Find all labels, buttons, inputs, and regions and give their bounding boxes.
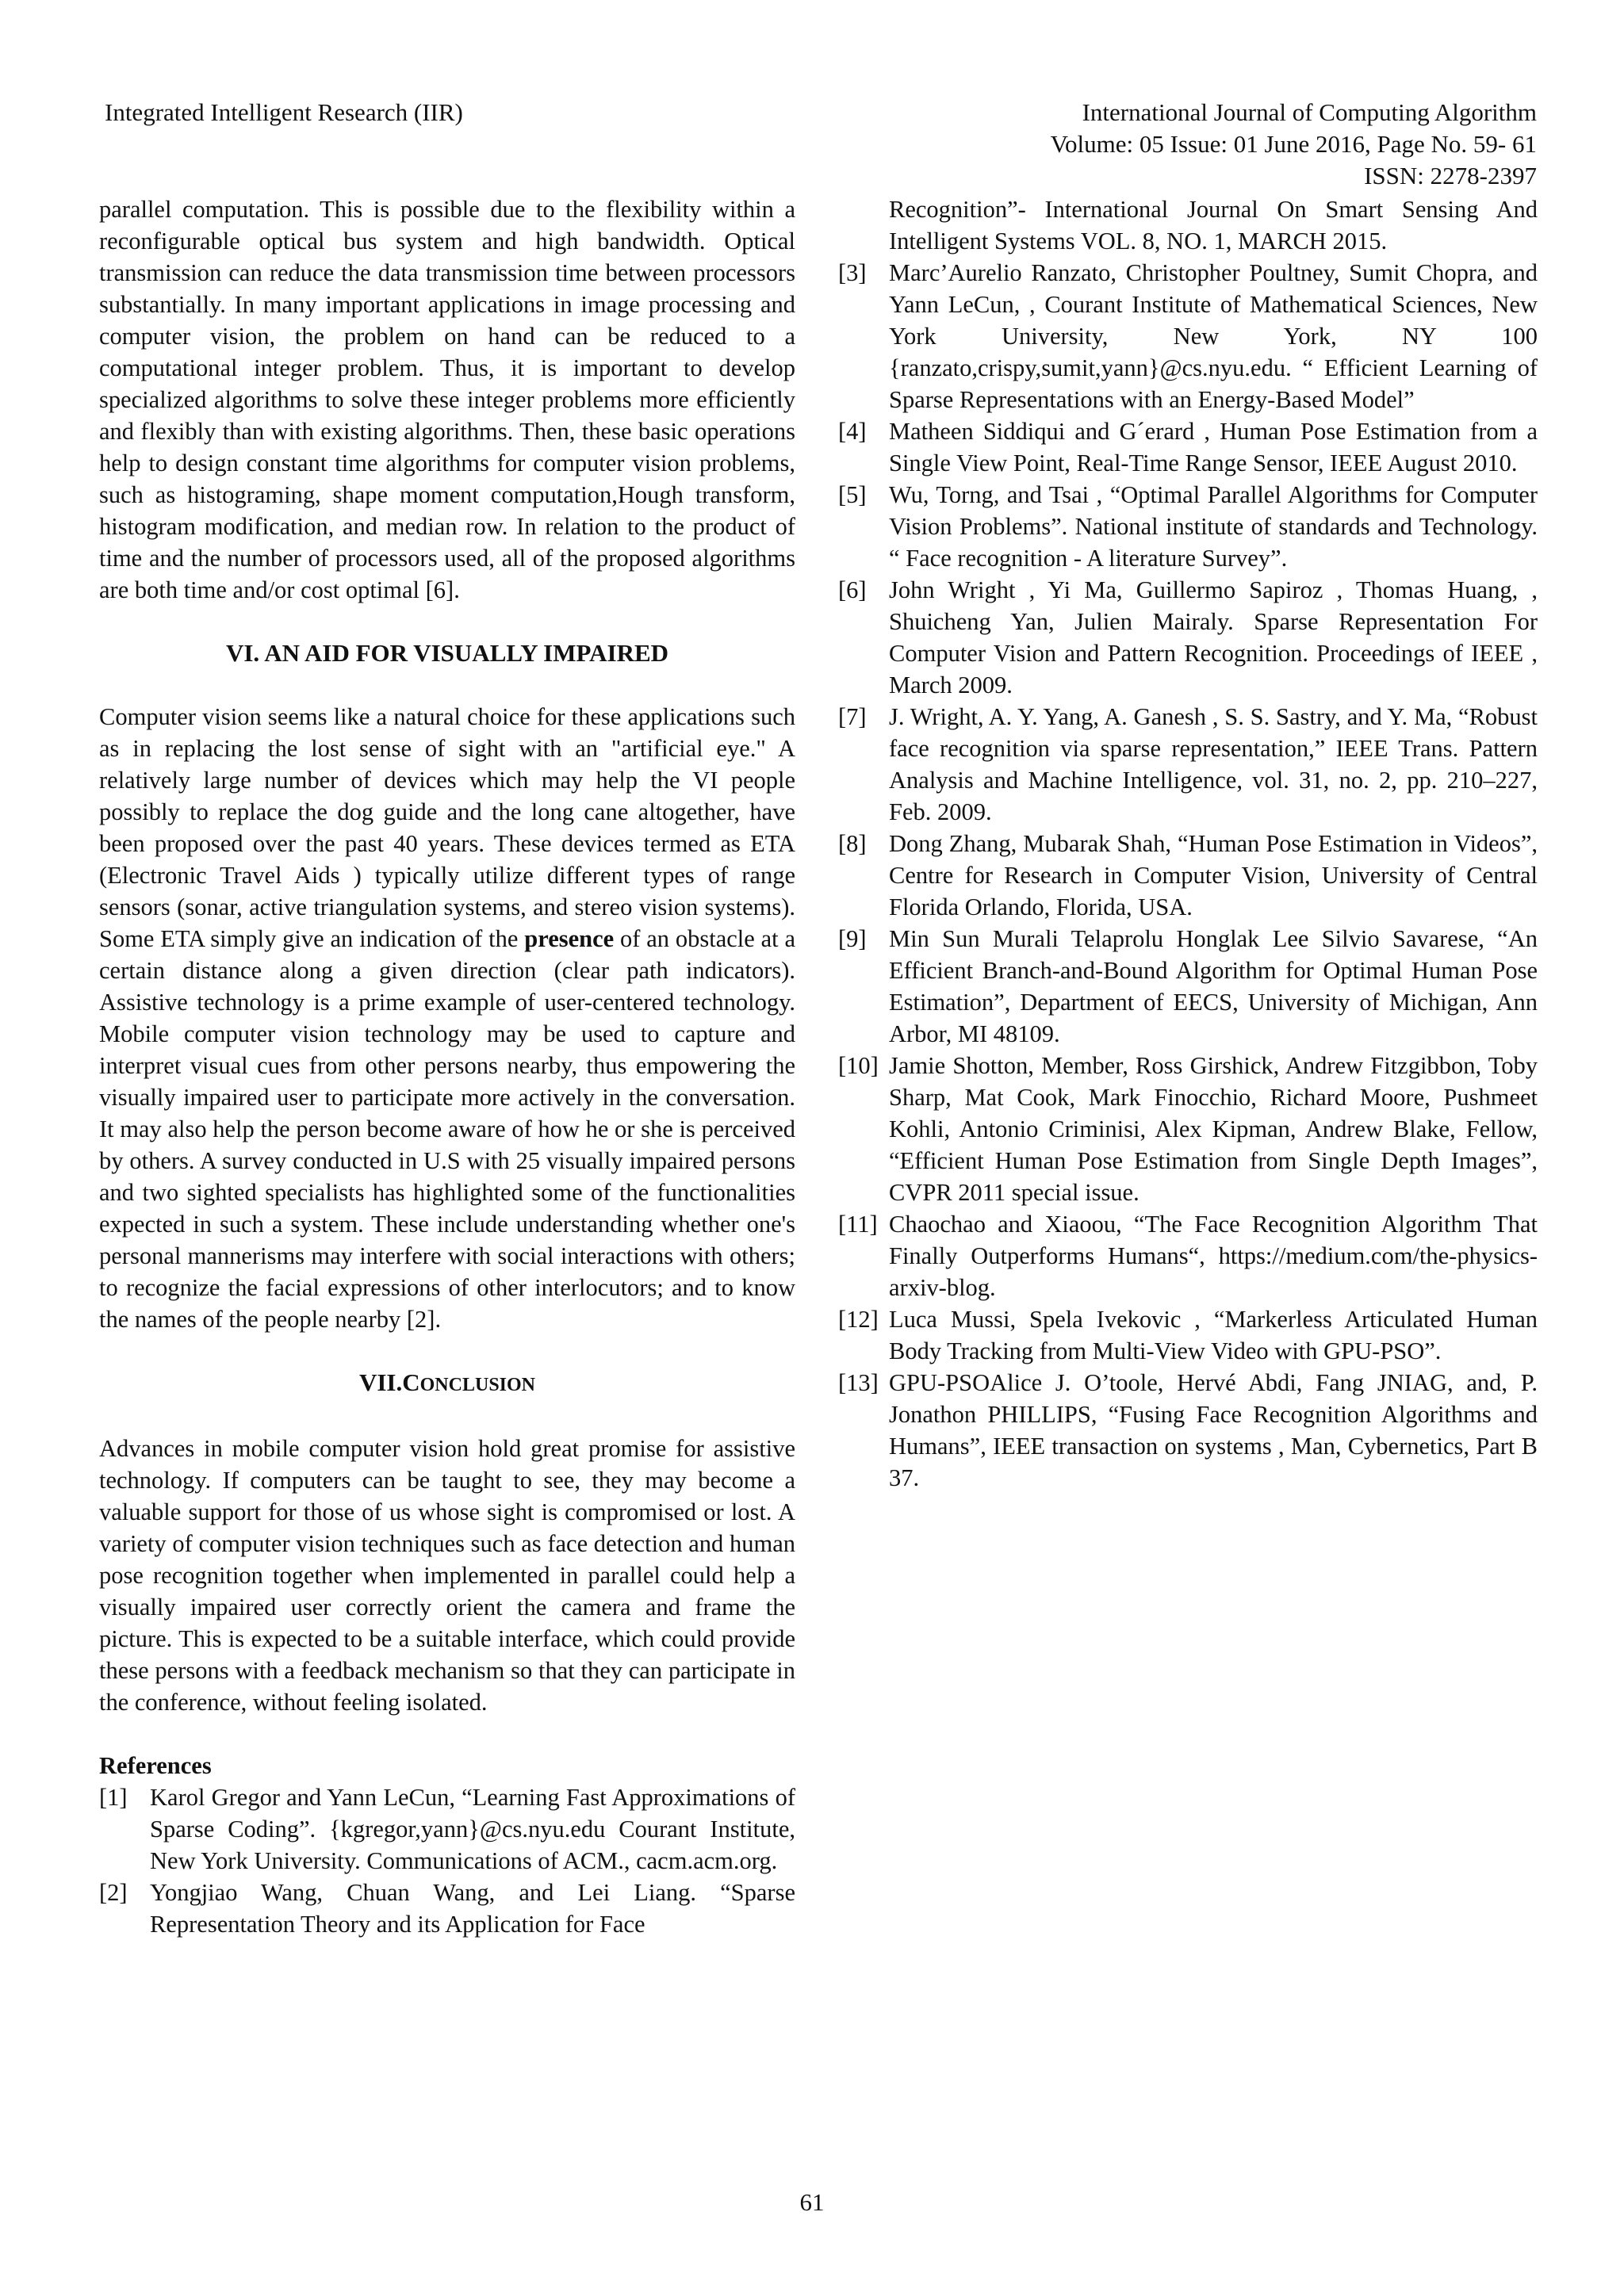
section-7-heading bbox=[99, 1367, 795, 1401]
reference-number: [5] bbox=[838, 481, 867, 508]
page-number: 61 bbox=[799, 2188, 825, 2216]
reference-item bbox=[838, 828, 1538, 923]
journal-issn: ISSN: 2278-2397 bbox=[1364, 162, 1537, 189]
reference-number: [11] bbox=[838, 1211, 878, 1238]
reference-item bbox=[838, 415, 1538, 479]
reference-text: Jamie Shotton, Member, Ross Girshick, Andrew Fitzgibbon, Toby Sharp, Mat Cook, Mark Finocchio, Richard Moore, Pushmeet Kohli, Antonio Criminisi, Alex Kipman, Andrew Blake, Fellow, “Efficient Human Pose Estimation from Single Depth Images”, CVPR 2011 special issue. bbox=[889, 1052, 1538, 1206]
journal-title: International Journal of Computing Algorithm bbox=[1082, 98, 1537, 126]
reference-text: Min Sun Murali Telaprolu Honglak Lee Silvio Savarese, “An Efficient Branch-and-Bound Algorithm for Optimal Human Pose Estimation”, Department of EECS, University of Michigan, Ann Arbor, MI 48109. bbox=[889, 925, 1538, 1047]
conclusion-paragraph: Advances in mobile computer vision hold great promise for assistive technology. If computers can be taught to see, they may become a valuable support for those of us whose sight is compromised or lost. A variety of computer vision techniques such as face detection and human pose recognition together when implemented in parallel could help a visually impaired user correctly orient the camera and frame the picture. This is expected to be a suitable interface, which could provide these persons with a feedback mechanism so that they can participate in the conference, without feeling isolated. bbox=[99, 1435, 795, 1716]
running-header-left: Integrated Intelligent Research (IIR) bbox=[105, 98, 463, 126]
reference-item bbox=[838, 1367, 1538, 1494]
reference-item bbox=[838, 479, 1538, 574]
reference-text: J. Wright, A. Y. Yang, A. Ganesh , S. S. Sastry, and Y. Ma, “Robust face recognition via sparse representation,” IEEE Trans. Pattern Analysis and Machine Intelligence, vol. 31, no. 2, pp. 210–227, Feb. 2009. bbox=[889, 703, 1538, 825]
section-7-smallcaps: ONCLUSION bbox=[419, 1375, 535, 1395]
reference-number: [9] bbox=[838, 925, 867, 952]
reference-text: Chaochao and Xiaoou, “The Face Recognition Algorithm That Finally Outperforms Humans“, https://medium.com/the-physics-arxiv-blog. bbox=[889, 1211, 1538, 1301]
left-column bbox=[99, 193, 795, 1940]
reference-list bbox=[838, 257, 1538, 1494]
reference-item bbox=[99, 1877, 795, 1940]
reference-number: [3] bbox=[838, 259, 867, 286]
section-6-text-b: of an obstacle at a certain distance along a given direction (clear path indicators). Assistive technology is a prime example of user-centered technology. Mobile computer vision technology may be used to capture and interpret visual cues from other persons nearby, thus empowering the visually impaired user to participate more actively in the conversation. It may also help the person become aware of how he or she is perceived by others. A survey conducted in U.S with 25 visually impaired persons and two sighted specialists has highlighted some of the functionalities expected in such a system. These include understanding whether one's personal mannerisms may interfere with social interactions with others; to recognize the facial expressions of other interlocutors; and to know the names of the people nearby [2]. bbox=[99, 925, 795, 1333]
reference-number: [1] bbox=[99, 1784, 128, 1811]
reference-item bbox=[838, 1050, 1538, 1208]
reference-text: Karol Gregor and Yann LeCun, “Learning Fast Approximations of Sparse Coding”. {kgregor,yann}@cs.nyu.edu Courant Institute, New York University. Communications of ACM., cacm.acm.org. bbox=[150, 1784, 795, 1874]
reference-number: [2] bbox=[99, 1879, 128, 1906]
section-6-heading: VI. AN AID FOR VISUALLY IMPAIRED bbox=[225, 639, 669, 667]
reference-item bbox=[838, 574, 1538, 701]
section-6-text-a: Computer vision seems like a natural choice for these applications such as in replacing the lost sense of sight with an "artificial eye." A relatively large number of devices which may help the VI people possibly to replace the dog guide and the long cane altogether, have been proposed over the past 40 years. These devices termed as ETA (Electronic Travel Aids ) typically utilize different types of range sensors (sonar, active triangulation systems, and stereo vision systems). Some ETA simply give an indication of the bbox=[99, 703, 795, 952]
reference-number: [12] bbox=[838, 1306, 879, 1333]
reference-text: GPU-PSOAlice J. O’toole, Hervé Abdi, Fang JNIAG, and, P. Jonathon PHILLIPS, “Fusing Face Recognition Algorithms and Humans”, IEEE transaction on systems , Man, Cybernetics, Part B 37. bbox=[889, 1369, 1538, 1491]
section-6-paragraph bbox=[99, 701, 795, 1335]
reference-number: [13] bbox=[838, 1369, 879, 1396]
reference-text: John Wright , Yi Ma, Guillermo Sapiroz , Thomas Huang, , Shuicheng Yan, Julien Mairaly. Sparse Representation For Computer Vision and Pattern Recognition. Proceedings of IEEE , March 2009. bbox=[889, 576, 1538, 698]
reference-item bbox=[838, 1303, 1538, 1367]
intro-paragraph: parallel computation. This is possible due to the flexibility within a reconfigurable optical bus system and high bandwidth. Optical transmission can reduce the data transmission time between processors substantially. In many important applications in image processing and computer vision, the problem on hand can be reduced to a computational integer problem. Thus, it is important to develop specialized algorithms to solve these integer problems more efficiently and flexibly than with existing algorithms. Then, these basic operations help to design constant time algorithms for computer vision problems, such as histograming, shape moment computation,Hough transform, histogram modification, and median row. In relation to the product of time and the number of processors used, all of the proposed algorithms are both time and/or cost optimal [6]. bbox=[99, 196, 795, 603]
running-header-right bbox=[823, 97, 1537, 192]
reference-text: Luca Mussi, Spela Ivekovic , “Markerless Articulated Human Body Tracking from Multi-View Video with GPU-PSO”. bbox=[889, 1306, 1538, 1364]
reference-number: [6] bbox=[838, 576, 867, 603]
reference-text: Dong Zhang, Mubarak Shah, “Human Pose Estimation in Videos”, Centre for Research in Computer Vision, University of Central Florida Orlando, Florida, USA. bbox=[889, 830, 1538, 920]
references-heading: References bbox=[99, 1752, 212, 1779]
reference-number: [4] bbox=[838, 418, 867, 445]
reference-text: Yongjiao Wang, Chuan Wang, and Lei Liang. “Sparse Representation Theory and its Application for Face bbox=[150, 1879, 795, 1938]
journal-volume: Volume: 05 Issue: 01 June 2016, Page No. 59- 61 bbox=[1050, 130, 1537, 158]
reference-number: [7] bbox=[838, 703, 867, 730]
reference-text: Marc’Aurelio Ranzato, Christopher Poultney, Sumit Chopra, and Yann LeCun, , Courant Institute of Mathematical Sciences, New York University, New York, NY 100 {ranzato,crispy,sumit,yann}@cs.nyu.edu. “ Efficient Learning of Sparse Representations with an Energy-Based Model” bbox=[889, 259, 1538, 413]
reference-item bbox=[838, 701, 1538, 828]
section-6-bold-word: presence bbox=[524, 925, 615, 952]
reference-item bbox=[99, 1781, 795, 1877]
section-7-initial: C bbox=[402, 1368, 420, 1396]
reference-number: [10] bbox=[838, 1052, 879, 1079]
reference-text: Matheen Siddiqui and G´erard , Human Pose Estimation from a Single View Point, Real-Time Range Sensor, IEEE August 2010. bbox=[889, 418, 1538, 476]
reference-item bbox=[838, 923, 1538, 1050]
reference-text: Wu, Torng, and Tsai , “Optimal Parallel Algorithms for Computer Vision Problems”. National institute of standards and Technology. “ Face recognition - A literature Survey”. bbox=[889, 481, 1538, 572]
reference-item bbox=[838, 1208, 1538, 1303]
section-7-number: VII. bbox=[358, 1368, 403, 1396]
reference-number: [8] bbox=[838, 830, 867, 857]
reference-item bbox=[838, 257, 1538, 415]
right-column bbox=[838, 193, 1538, 1494]
reference-2-continuation: Recognition”- International Journal On Smart Sensing And Intelligent Systems VOL. 8, NO. 1, MARCH 2015. bbox=[889, 196, 1538, 254]
